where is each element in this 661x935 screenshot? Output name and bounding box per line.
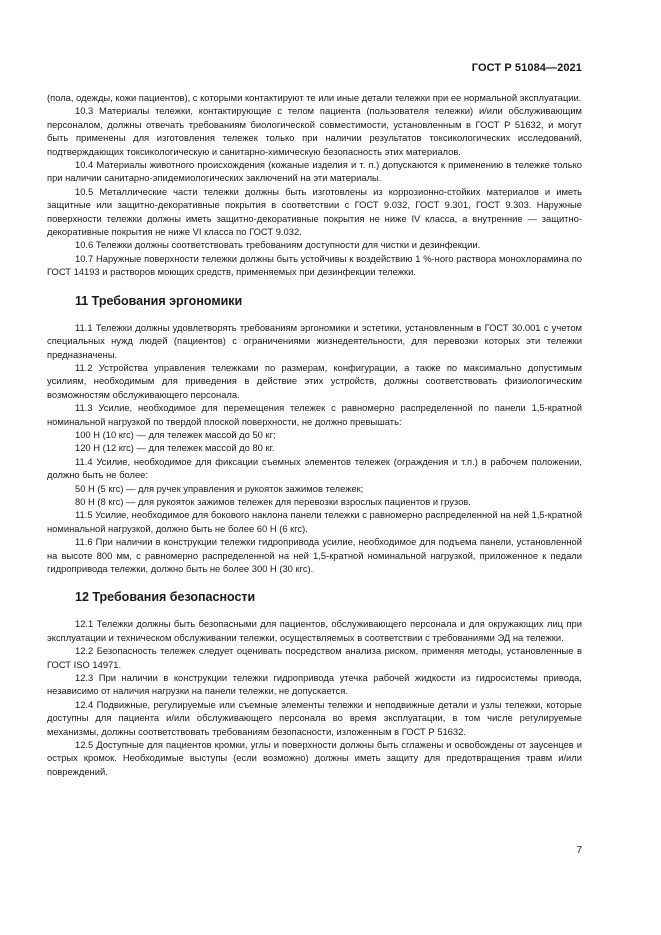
paragraph-10-5: 10.5 Металлические части тележки должны быть изготовлены из коррозионно-стойких материалов и иметь защитные или защитно-декоративные покрытия в соответствии с ГОСТ 9.032, ГОСТ 9.301, ГОСТ 9.303. Наружные поверхности тележки должны иметь защитно-декоративные покрытия не ниже IV класса, а внутренние — защитно-декоративные покрытия не ниже VI класса по ГОСТ 9.032. [47,185,582,238]
paragraph-11-4: 11.4 Усилие, необходимое для фиксации съемных элементов тележек (ограждения и т.п.) в рабочем положении, должно быть не более: [47,455,582,481]
paragraph-11-3: 11.3 Усилие, необходимое для перемещения тележек с равномерно распределенной по панели 1,5-кратной номинальной нагрузкой по твердой плоской поверхности, не должно превышать: [47,402,582,427]
document-body [47,91,582,778]
section-12-heading: 12 Требования безопасности [75,590,256,605]
paragraph-10-4: 10.4 Материалы животного происхождения (кожаные изделия и т. п.) допускаются к применению в тележке только при наличии санитарно-эпидемиологических заключений на эти материалы. [47,159,582,184]
list-item-11-4-a: 50 Н (5 кгс) — для ручек управления и рукояток зажимов тележек; [75,482,364,494]
paragraph-10-3: 10.3 Материалы тележки, контактирующие с телом пациента (пользователя тележки) и/или обслуживающим персоналом, должны отвечать требованиям биологической совместимости, установленным в ГОСТ Р 51632, и могут быть применены для изготовления тележек только при наличии результатов токсикологических исследований, подтверждающих токсикологическую и санитарно-химическую безопасность этих материалов. [47,105,582,157]
list-item-11-3-a: 100 Н (10 кгс) — для тележек массой до 50 кг; [75,428,276,440]
paragraph-11-2: 11.2 Устройства управления тележками по размерам, конфигурации, а также по максимально допустимым усилиям, необходимым для приведения в действие этих устройств, должны соответствовать физиологическим возможностям обслуживающего персонала. [47,361,582,400]
list-item-11-4-b: 80 Н (8 кгс) — для рукояток зажимов тележек для перевозки взрослых пациентов и грузов. [75,495,471,507]
paragraph-10-6: 10.6 Тележки должны соответствовать требованиям доступности для чистки и дезинфекции. [75,239,481,251]
paragraph-11-5: 11.5 Усилие, необходимое для бокового наклона панели тележки с равномерно распределенной на ней 1,5-кратной номинальной нагрузкой, должно быть не более 60 Н (6 кгс). [47,509,582,534]
paragraph-12-5: 12.5 Доступные для пациентов кромки, углы и поверхности должны быть сглажены и освобождены от заусенцев и острых кромок. Необходимые выступы (если возможно) должны иметь защиту для предотвращения травм и/или повреждений. [47,739,582,777]
paragraph-10-2-continuation: (пола, одежды, кожи пациентов), с которыми контактируют те или иные детали тележки при ее нормальной эксплуатации. [47,92,582,103]
paragraph-12-1: 12.1 Тележки должны быть безопасными для пациентов, обслуживающего персонала и для окружающих лиц при эксплуатации и техническом обслуживании тележки, осуществляемых в соответствии с требованиями ЭД на тележки. [47,618,582,643]
list-item-11-3-b: 120 Н (12 кгс) — для тележек массой до 80 кг. [75,442,275,454]
paragraph-11-6: 11.6 При наличии в конструкции тележки гидропривода усилие, необходимое для подъема панели, установленной на высоте 800 мм, с равномерно распределенной на ней 1,5-кратной номинальной нагрузкой, приложенное к педали гидропривода тележки, должно быть не более 300 Н (30 кгс). [47,536,582,574]
paragraph-11-1: 11.1 Тележки должны удовлетворять требованиям эргономики и эстетики, установленным в ГОСТ 30.001 с учетом специальных нужд людей (пациентов) с ограничениями жизнедеятельности, для перевозки которых эти тележки предназначены. [47,321,582,360]
page-number: 7 [576,845,582,856]
paragraph-12-2: 12.2 Безопасность тележек следует оценивать посредством анализа риском, применяя методы, установленные в ГОСТ ISO 14971. [47,645,582,670]
paragraph-12-3: 12.3 При наличии в конструкции тележки гидропривода утечка рабочей жидкости из гидросистемы привода, независимо от наличия нагрузки на панели тележки, не допускается. [47,672,582,697]
paragraph-12-4: 12.4 Подвижные, регулируемые или съемные элементы тележки и неподвижные детали и узлы тележки, которые доступны для пациента и/или обслуживающего персонала во время эксплуатации, в том числе регулируемые механизмы, должны соответствовать требованиям безопасности, изложенным в ГОСТ Р 51632. [47,698,582,737]
section-11-heading: 11 Требования эргономики [75,293,243,308]
document-header: ГОСТ Р 51084—2021 [471,62,582,74]
paragraph-10-7: 10.7 Наружные поверхности тележки должны быть устойчивы к воздействию 1 %-ного раствора монохлорамина по ГОСТ 14193 и растворов моющих средств, применяемых при дезинфекции тележки. [47,252,582,278]
